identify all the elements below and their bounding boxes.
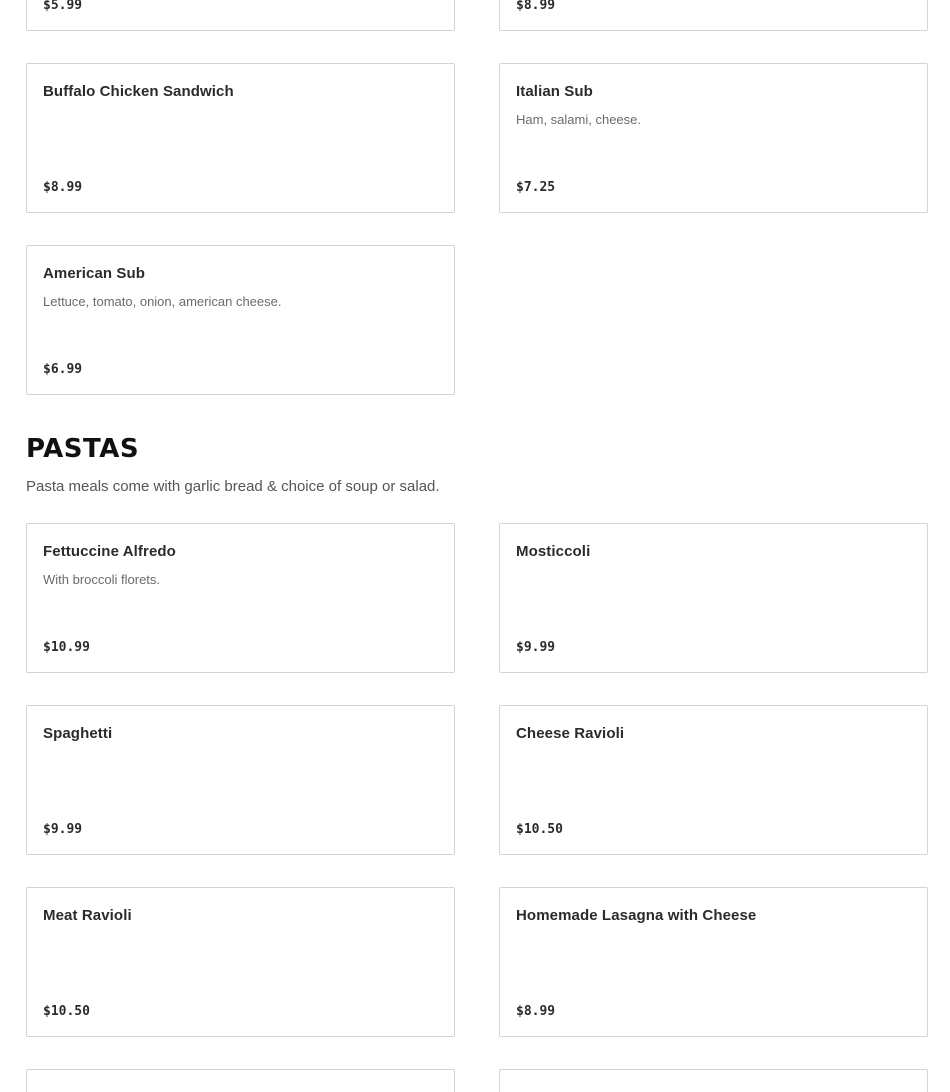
menu-item-card[interactable]: [26, 63, 455, 213]
menu-item-price: $8.99: [43, 180, 83, 195]
menu-item-price: $9.99: [516, 640, 556, 655]
menu-item-card[interactable]: [499, 523, 928, 673]
menu-item-card[interactable]: [26, 1069, 455, 1092]
menu-item-description: Lettuce, tomato, onion, american cheese.: [43, 294, 282, 309]
menu-item-name: American Sub: [43, 265, 146, 282]
menu-item-price: $7.25: [516, 180, 556, 195]
menu-item-card[interactable]: [499, 1069, 928, 1092]
menu-item-card[interactable]: [499, 705, 928, 855]
menu-item-card[interactable]: [26, 887, 455, 1037]
menu-item-card[interactable]: [26, 245, 455, 395]
menu-item-card[interactable]: [499, 63, 928, 213]
menu-item-name: Buffalo Chicken Sandwich: [43, 83, 234, 100]
menu-item-name: Fettuccine Alfredo: [43, 543, 176, 560]
menu-item-name: Cheese Ravioli: [516, 725, 625, 742]
menu-item-card[interactable]: [499, 0, 928, 31]
menu-item-name: Mosticcoli: [516, 543, 591, 560]
section-subtitle: Pasta meals come with garlic bread & choice of soup or salad.: [26, 478, 440, 495]
menu-item-price: $9.99: [43, 822, 83, 837]
menu-item-card[interactable]: [26, 523, 455, 673]
menu-item-description: With broccoli florets.: [43, 572, 161, 587]
menu-item-name: Spaghetti: [43, 725, 113, 742]
menu-item-card[interactable]: [499, 887, 928, 1037]
menu-item-name: Italian Sub: [516, 83, 593, 100]
menu-item-price: $10.99: [43, 640, 90, 655]
menu-item-price: $8.99: [516, 1004, 556, 1019]
menu-item-price: $10.50: [43, 1004, 90, 1019]
menu-item-price: $10.50: [516, 822, 563, 837]
menu-item-price: $5.99: [43, 0, 83, 13]
menu-item-card[interactable]: [26, 0, 455, 31]
menu-item-description: Ham, salami, cheese.: [516, 112, 641, 127]
menu-item-price: $6.99: [43, 362, 83, 377]
menu-item-price: $8.99: [516, 0, 556, 13]
menu-item-name: Meat Ravioli: [43, 907, 132, 924]
menu-item-card[interactable]: [26, 705, 455, 855]
menu-item-name: Homemade Lasagna with Cheese: [516, 907, 757, 924]
section-title: PASTAS: [26, 434, 140, 464]
